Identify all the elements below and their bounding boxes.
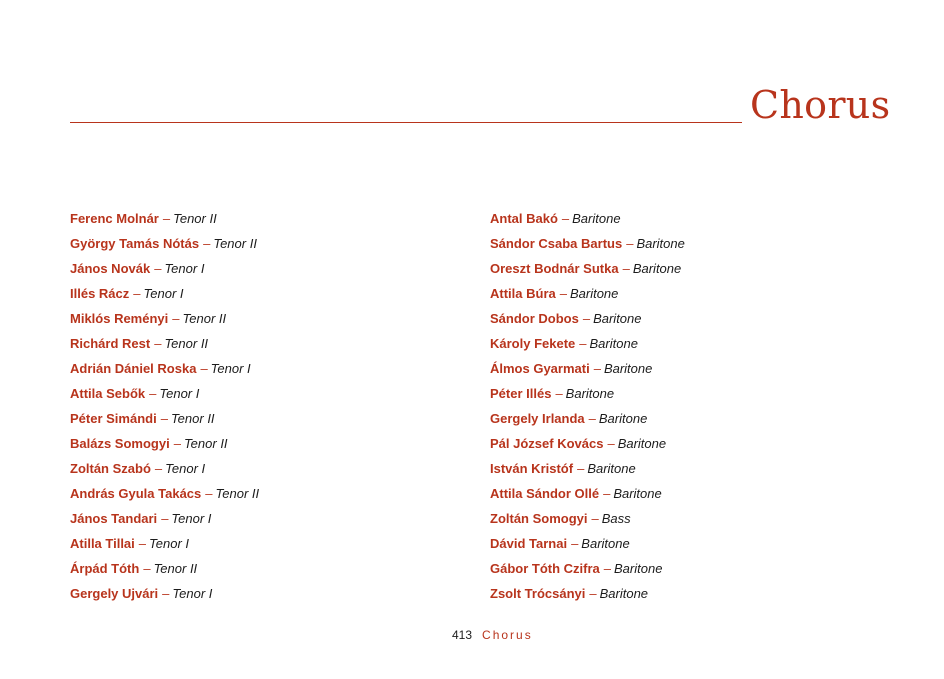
separator-dash: – <box>603 486 611 501</box>
separator-dash: – <box>591 511 599 526</box>
voice-part: Baritone <box>593 311 642 326</box>
member-name: Károly Fekete <box>490 336 576 351</box>
member-name: György Tamás Nótás <box>70 236 200 251</box>
separator-dash: – <box>603 561 612 576</box>
separator-dash: – <box>162 211 171 226</box>
member-name: János Tandari <box>70 511 158 526</box>
page-footer <box>452 627 533 643</box>
page-number: 413 <box>452 628 473 642</box>
member-name: Péter Simándi <box>70 411 157 426</box>
voice-part: Baritone <box>598 411 648 426</box>
voice-part: Tenor I <box>172 586 213 601</box>
separator-dash: – <box>138 536 147 551</box>
member-entry <box>490 209 685 234</box>
member-entry <box>490 409 685 434</box>
separator-dash: – <box>161 511 169 526</box>
separator-dash: – <box>154 461 163 476</box>
separator-dash: – <box>205 486 213 501</box>
voice-part: Tenor II <box>213 236 257 251</box>
member-entry <box>70 459 259 484</box>
member-name: Ferenc Molnár <box>70 211 159 226</box>
member-name: Gábor Tóth Czifra <box>490 561 600 576</box>
voice-part: Tenor II <box>153 561 198 576</box>
voice-part: Tenor II <box>173 211 217 226</box>
member-entry <box>490 234 685 259</box>
separator-dash: – <box>622 261 630 276</box>
member-entry <box>70 434 259 459</box>
voice-part: Tenor I <box>164 261 205 276</box>
separator-dash: – <box>160 411 168 426</box>
member-name: Zoltán Szabó <box>70 461 151 476</box>
member-entry <box>490 309 685 334</box>
member-entry <box>490 559 685 584</box>
voice-part: Baritone <box>613 486 662 501</box>
footer-section-title: Chorus <box>482 628 533 642</box>
separator-dash: – <box>559 286 567 301</box>
member-name: Gergely Ujvári <box>70 586 159 601</box>
member-name: Antal Bakó <box>490 211 558 226</box>
separator-dash: – <box>149 386 157 401</box>
voice-part: Tenor II <box>182 311 227 326</box>
separator-dash: – <box>133 286 141 301</box>
member-name: Attila Búra <box>490 286 556 301</box>
separator-dash: – <box>626 236 634 251</box>
separator-dash: – <box>143 561 151 576</box>
member-entry <box>70 284 259 309</box>
member-entry <box>70 309 259 334</box>
member-entry <box>490 359 685 384</box>
member-entry <box>490 459 685 484</box>
separator-dash: – <box>200 361 208 376</box>
member-entry <box>70 509 259 534</box>
member-entry <box>490 384 685 409</box>
member-name: Atilla Tillai <box>70 536 135 551</box>
separator-dash: – <box>162 586 170 601</box>
voice-part: Baritone <box>589 336 638 351</box>
member-entry <box>70 584 259 609</box>
voice-part: Tenor I <box>171 511 212 526</box>
member-list-left <box>70 209 259 609</box>
voice-part: Baritone <box>599 586 649 601</box>
voice-part: Tenor II <box>164 336 209 351</box>
member-name: Zoltán Somogyi <box>490 511 588 526</box>
member-entry <box>70 484 259 509</box>
member-name: Sándor Csaba Bartus <box>490 236 623 251</box>
separator-dash: – <box>577 461 585 476</box>
member-entry <box>490 484 685 509</box>
separator-dash: – <box>588 411 596 426</box>
member-name: Oreszt Bodnár Sutka <box>490 261 619 276</box>
member-entry <box>490 509 685 534</box>
member-name: Richárd Rest <box>70 336 151 351</box>
voice-part: Baritone <box>632 261 682 276</box>
member-name: András Gyula Takács <box>70 486 202 501</box>
voice-part: Tenor I <box>159 386 200 401</box>
member-name: Pál József Kovács <box>490 436 604 451</box>
member-list-right <box>490 209 685 609</box>
separator-dash: – <box>154 336 162 351</box>
header-rule <box>70 122 742 123</box>
member-name: Zsolt Trócsányi <box>490 586 586 601</box>
voice-part: Tenor I <box>165 461 206 476</box>
member-entry <box>490 534 685 559</box>
voice-part: Baritone <box>565 386 615 401</box>
voice-part: Baritone <box>614 561 663 576</box>
member-name: Péter Illés <box>490 386 552 401</box>
member-entry <box>70 234 259 259</box>
member-name: Adrián Dániel Roska <box>70 361 197 376</box>
member-entry <box>70 409 259 434</box>
member-name: Balázs Somogyi <box>70 436 170 451</box>
separator-dash: – <box>203 236 211 251</box>
voice-part: Baritone <box>569 286 619 301</box>
voice-part: Tenor I <box>149 536 190 551</box>
separator-dash: – <box>589 586 597 601</box>
voice-part: Baritone <box>603 361 653 376</box>
member-name: Illés Rácz <box>70 286 130 301</box>
separator-dash: – <box>173 436 181 451</box>
member-entry <box>70 384 259 409</box>
member-entry <box>70 209 259 234</box>
voice-part: Tenor I <box>210 361 251 376</box>
member-name: Gergely Irlanda <box>490 411 585 426</box>
member-name: János Novák <box>70 261 151 276</box>
voice-part: Tenor II <box>183 436 228 451</box>
member-entry <box>70 534 259 559</box>
voice-part: Baritone <box>572 211 621 226</box>
separator-dash: – <box>561 211 570 226</box>
separator-dash: – <box>172 311 180 326</box>
separator-dash: – <box>593 361 601 376</box>
member-entry <box>70 259 259 284</box>
member-name: Dávid Tarnai <box>490 536 568 551</box>
voice-part: Tenor I <box>143 286 184 301</box>
member-name: Árpád Tóth <box>70 561 140 576</box>
voice-part: Tenor II <box>170 411 215 426</box>
member-name: Álmos Gyarmati <box>490 361 590 376</box>
separator-dash: – <box>607 436 615 451</box>
separator-dash: – <box>582 311 591 326</box>
member-entry <box>490 284 685 309</box>
voice-part: Bass <box>601 511 631 526</box>
separator-dash: – <box>579 336 587 351</box>
member-name: Miklós Reményi <box>70 311 169 326</box>
member-entry <box>490 434 685 459</box>
separator-dash: – <box>154 261 162 276</box>
member-entry <box>70 559 259 584</box>
voice-part: Tenor II <box>215 486 260 501</box>
separator-dash: – <box>571 536 579 551</box>
member-name: Sándor Dobos <box>490 311 579 326</box>
page-title: Chorus <box>750 83 891 127</box>
member-name: Attila Sándor Ollé <box>490 486 600 501</box>
separator-dash: – <box>555 386 563 401</box>
voice-part: Baritone <box>587 461 636 476</box>
member-entry <box>490 259 685 284</box>
voice-part: Baritone <box>636 236 685 251</box>
member-entry <box>490 334 685 359</box>
member-name: István Kristóf <box>490 461 574 476</box>
member-entry <box>70 359 259 384</box>
voice-part: Baritone <box>617 436 667 451</box>
member-entry <box>70 334 259 359</box>
member-name: Attila Sebők <box>70 386 146 401</box>
voice-part: Baritone <box>581 536 630 551</box>
member-entry <box>490 584 685 609</box>
